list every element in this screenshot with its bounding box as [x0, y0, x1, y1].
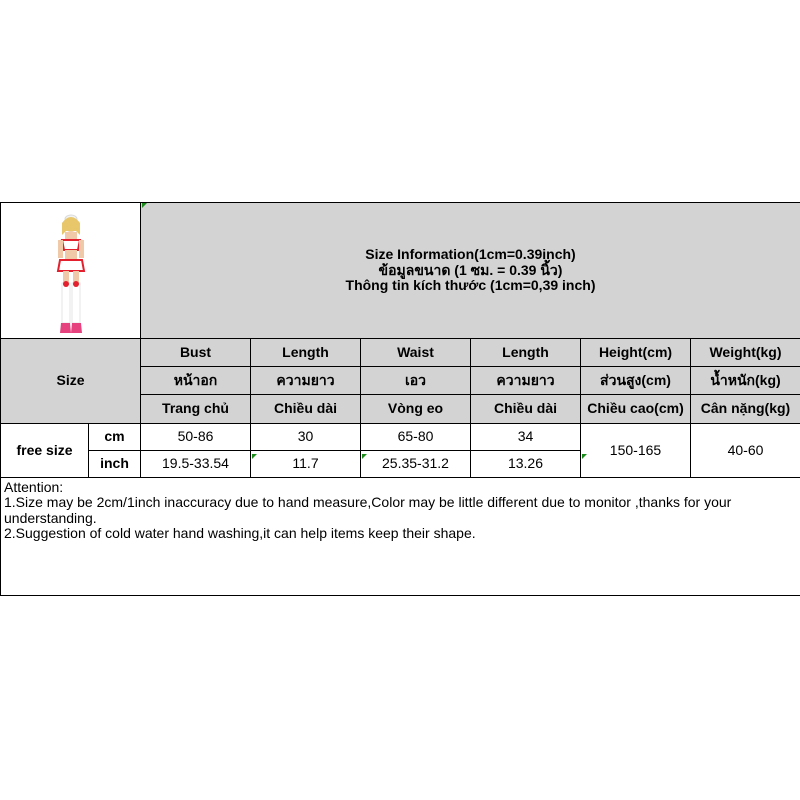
corner-marker	[142, 203, 147, 208]
col-length2-th: ความยาว	[471, 367, 581, 395]
col-waist-th: เอว	[361, 367, 471, 395]
inch-length: 11.7	[251, 451, 361, 478]
col-weight-th: น้ำหนัก(kg)	[691, 367, 800, 395]
inch-bust: 19.5-33.54	[141, 451, 251, 478]
col-weight-vi: Cân nặng(kg)	[691, 395, 800, 424]
attention-notes	[1, 478, 800, 596]
col-waist-vi: Vòng eo	[361, 395, 471, 424]
attention-line-2: 2.Suggestion of cold water hand washing,it can help items keep their shape.	[4, 525, 476, 542]
cm-bust: 50-86	[141, 424, 251, 451]
col-length-vi: Chiều dài	[251, 395, 361, 424]
attention-title: Attention:	[4, 479, 64, 495]
cm-length: 30	[251, 424, 361, 451]
weight-range: 40-60	[691, 424, 800, 478]
col-length-en: Length	[251, 339, 361, 367]
unit-cm-label: cm	[89, 424, 141, 451]
cm-waist: 65-80	[361, 424, 471, 451]
col-waist-en: Waist	[361, 339, 471, 367]
size-name: free size	[1, 424, 89, 478]
col-bust-vi: Trang chủ	[141, 395, 251, 424]
model-illustration	[36, 205, 106, 337]
size-info-header	[141, 203, 800, 339]
header-english: Size Information(1cm=0.39inch)	[365, 246, 576, 263]
corner-marker	[582, 454, 587, 459]
height-range: 150-165	[581, 424, 691, 478]
inch-waist: 25.35-31.2	[361, 451, 471, 478]
col-length2-en: Length	[471, 339, 581, 367]
size-label: Size	[1, 339, 141, 424]
size-table	[0, 202, 800, 596]
col-bust-en: Bust	[141, 339, 251, 367]
header-vietnamese: Thông tin kích thước (1cm=0,39 inch)	[345, 277, 596, 294]
corner-marker	[252, 454, 257, 459]
col-height-en: Height(cm)	[581, 339, 691, 367]
corner-marker	[362, 454, 367, 459]
unit-inch-label: inch	[89, 451, 141, 478]
col-bust-th: หน้าอก	[141, 367, 251, 395]
col-weight-en: Weight(kg)	[691, 339, 800, 367]
col-length-th: ความยาว	[251, 367, 361, 395]
col-length2-vi: Chiều dài	[471, 395, 581, 424]
attention-line-1: 1.Size may be 2cm/1inch inaccuracy due to hand measure,Color may be little different due to monitor ,thanks for your understanding.	[4, 494, 732, 526]
cm-length2: 34	[471, 424, 581, 451]
col-height-vi: Chiều cao(cm)	[581, 395, 691, 424]
product-photo	[1, 203, 141, 339]
size-chart	[0, 202, 800, 597]
inch-length2: 13.26	[471, 451, 581, 478]
col-height-th: ส่วนสูง(cm)	[581, 367, 691, 395]
header-thai: ข้อมูลขนาด (1 ซม. = 0.39 นิ้ว)	[378, 261, 563, 278]
